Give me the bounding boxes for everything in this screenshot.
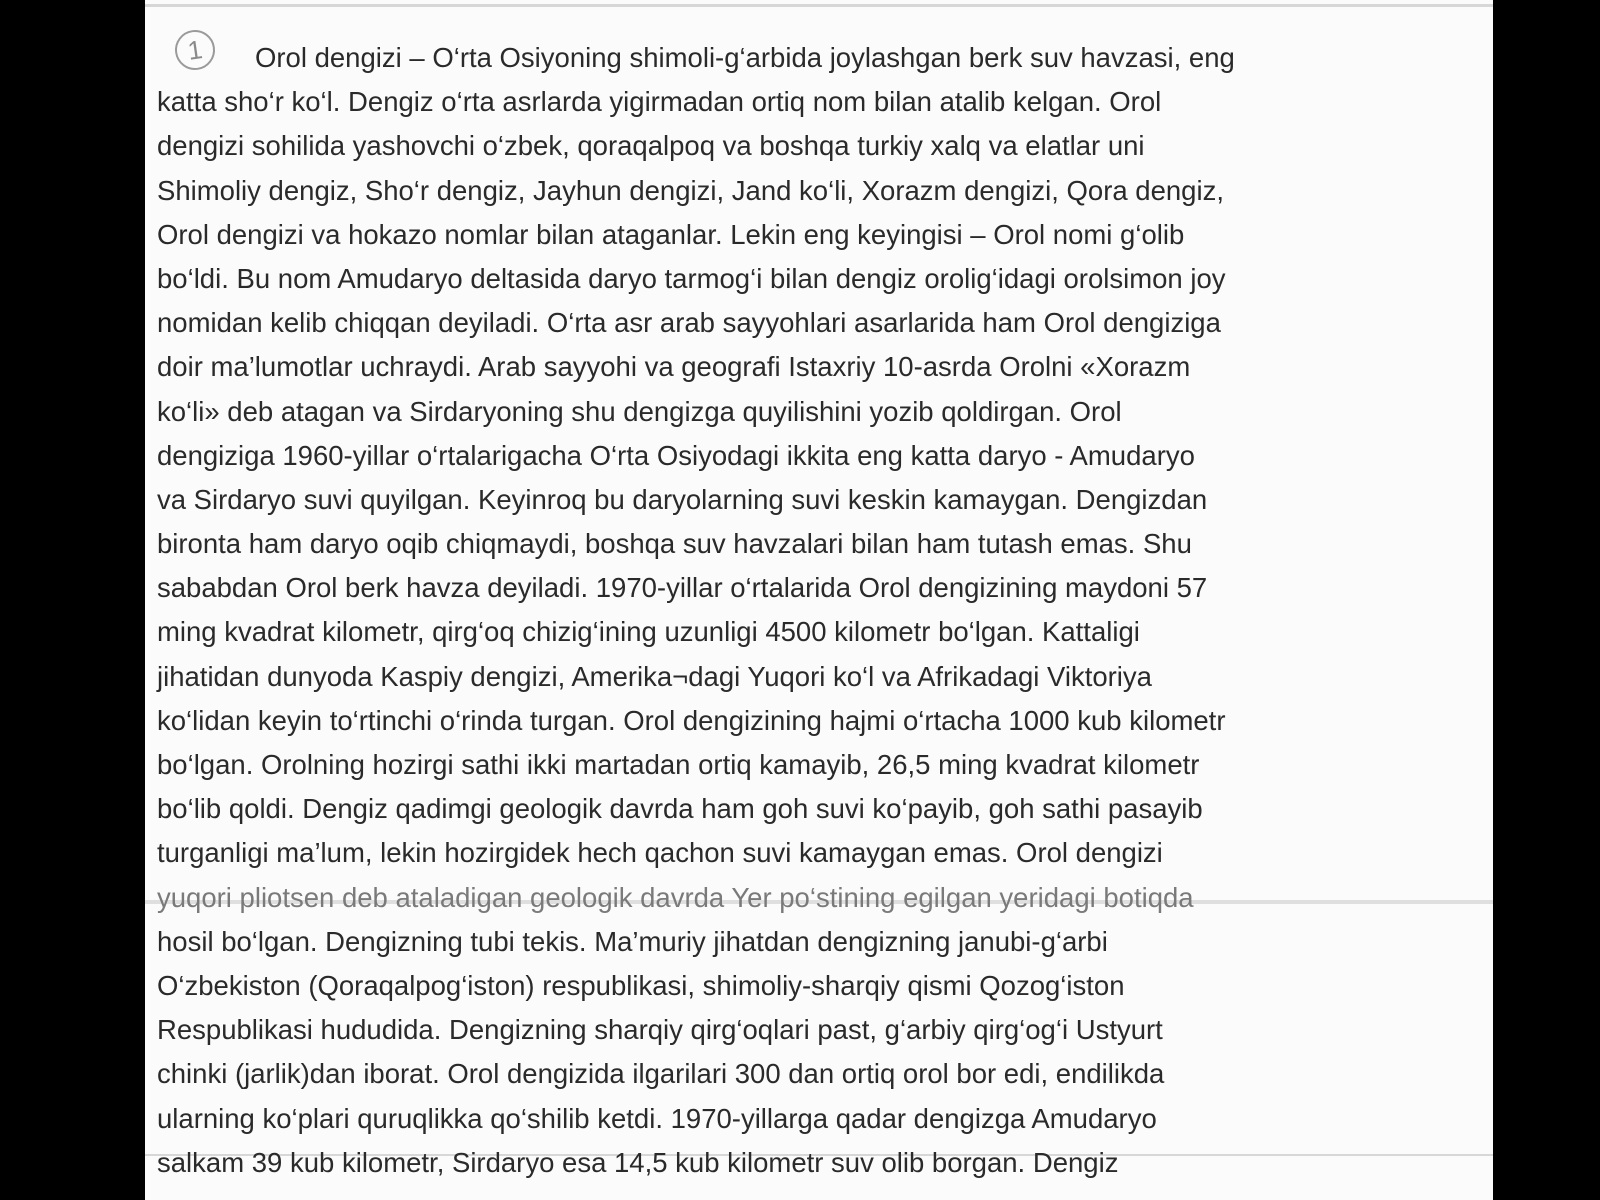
text-line: sababdan Orol berk havza deyiladi. 1970-yillar o‘rtalarida Orol dengizining maydoni 57 [157,572,1208,604]
text-line: Shimoliy dengiz, Sho‘r dengiz, Jayhun dengizi, Jand ko‘li, Xorazm dengizi, Qora dengiz, [157,174,1224,206]
text-line: katta sho‘r ko‘l. Dengiz o‘rta asrlarda yigirmadan ortiq nom bilan atalib kelgan. Orol [157,86,1162,118]
text-line: ularning ko‘plari quruqlikka qo‘shilib ketdi. 1970-yillarga qadar dengizga Amudaryo [157,1102,1157,1134]
text-line: ko‘li» deb atagan va Sirdaryoning shu dengizga quyilishini yozib qoldirgan. Orol [157,395,1122,427]
text-line: hosil bo‘lgan. Dengizning tubi tekis. Ma’muriy jihatdan dengizning janubi-g‘arbi [157,925,1108,957]
text-line: va Sirdaryo suvi quyilgan. Keyinroq bu daryolarning suvi keskin kamaygan. Dengizdan [157,483,1208,515]
text-line: ko‘lidan keyin to‘rtinchi o‘rinda turgan. Orol dengizining hajmi o‘rtacha 1000 kub kilometr [157,704,1226,736]
text-line: dengizi sohilida yashovchi o‘zbek, qoraqalpoq va boshqa turkiy xalq va elatlar uni [157,130,1145,162]
text-line: bo‘ldi. Bu nom Amudaryo deltasida daryo tarmog‘i bilan dengiz orolig‘idagi orolsimon joy [157,262,1226,294]
text-line: yuqori pliotsen deb ataladigan geologik davrda Yer po‘stining egilgan yeridagi botiqda [157,881,1194,913]
scanned-page [145,0,1493,1200]
text-line: bo‘lib qoldi. Dengiz qadimgi geologik davrda ham goh suvi ko‘payib, goh sathi pasayib [157,793,1203,825]
text-line: doir ma’lumotlar uchraydi. Arab sayyohi va geografi Istaxriy 10-asrda Orolni «Xorazm [157,351,1191,383]
text-line: chinki (jarlik)dan iborat. Orol dengizida ilgarilari 300 dan ortiq orol bor edi, endilikda [157,1058,1165,1090]
text-line: dengiziga 1960-yillar o‘rtalarigacha O‘rta Osiyodagi ikkita eng katta daryo - Amudaryo [157,439,1195,471]
document-body [157,36,1477,1185]
text-line: Orol dengizi – O‘rta Osiyoning shimoli-g‘arbida joylashgan berk suv havzasi, eng [255,42,1235,73]
text-line: Respublikasi hududida. Dengizning sharqiy qirg‘oqlari past, g‘arbiy qirg‘og‘i Ustyurt [157,1014,1163,1046]
text-line: bironta ham daryo oqib chiqmaydi, boshqa suv havzalari bilan ham tutash emas. Shu [157,528,1192,560]
text-line: nomidan kelib chiqqan deyiladi. O‘rta asr arab sayyohlari asarlarida ham Orol dengiziga [157,307,1221,339]
text-line: Orol dengizi va hokazo nomlar bilan ataganlar. Lekin eng keyingisi – Orol nomi g‘olib [157,218,1185,250]
text-line: O‘zbekiston (Qoraqalpog‘iston) respublikasi, shimoliy-sharqiy qismi Qozog‘iston [157,969,1125,1001]
paragraph-number-marker: 1 [172,27,217,72]
text-line: salkam 39 kub kilometr, Sirdaryo esa 14,5 kub kilometr suv olib borgan. Dengiz [157,1146,1119,1178]
text-line: turganligi ma’lum, lekin hozirgidek hech qachon suvi kamaygan emas. Orol dengizi [157,837,1163,869]
text-line: bo‘lgan. Orolning hozirgi sathi ikki martadan ortiq kamayib, 26,5 ming kvadrat kilometr [157,749,1200,780]
scan-artifact-line [145,4,1493,7]
text-line: jihatidan dunyoda Kaspiy dengizi, Amerika¬dagi Yuqori ko‘l va Afrikadagi Viktoriya [157,660,1152,692]
text-line: ming kvadrat kilometr, qirg‘oq chizig‘ining uzunligi 4500 kilometr bo‘lgan. Kattaligi [157,616,1140,648]
